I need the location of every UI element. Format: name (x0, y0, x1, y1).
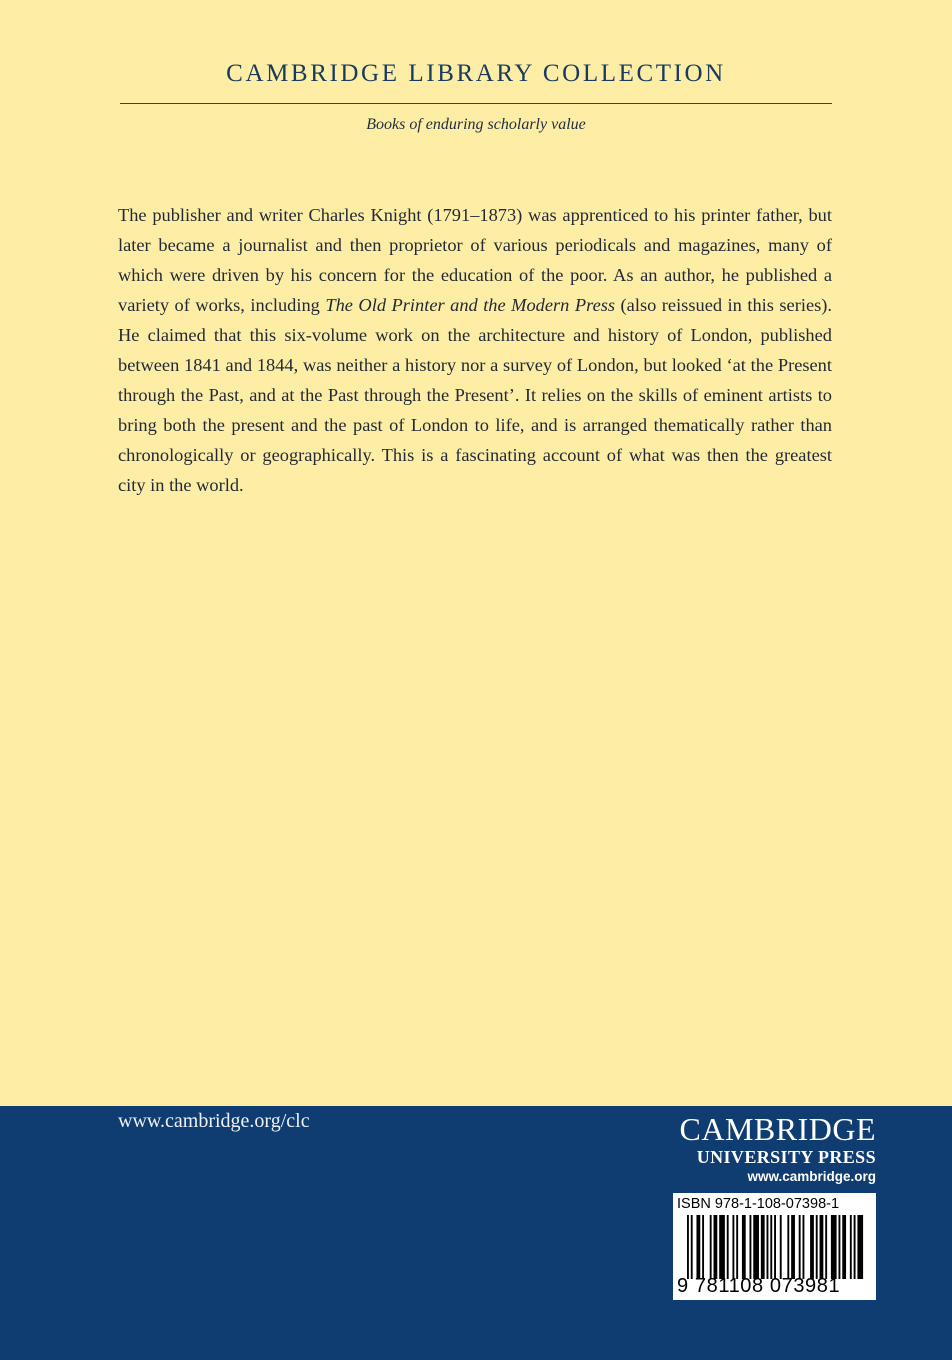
isbn-number: ISBN 978-1-108-07398-1 (677, 1196, 840, 1212)
barcode-digits: 9 781108 073981 (677, 1275, 841, 1297)
series-website-link[interactable]: www.cambridge.org/clc (118, 1110, 310, 1132)
description-text-part1: The publisher and writer Charles Knight (1791–1873) was apprenticed to his printer father, but later became a journalist and then proprietor of various periodicals and magazines, many of which were driven by his concern for the education of the poor. As an author, he published a variety of works, including (118, 205, 832, 315)
series-tagline: Books of enduring scholarly value (366, 116, 586, 133)
cited-book-title: The Old Printer and the Modern Press (325, 295, 616, 315)
publisher-logo (660, 1112, 876, 1186)
series-title: CAMBRIDGE LIBRARY COLLECTION (226, 60, 726, 87)
book-description (118, 200, 832, 500)
publisher-name: CAMBRIDGE (679, 1111, 876, 1147)
header-rule (120, 103, 832, 104)
isbn-barcode-box (673, 1193, 876, 1300)
description-text-part2: (also reissued in this series). He claimed that this six-volume work on the architecture and history of London, published between 1841 and 1844, was neither a history nor a survey of London, but looked ‘at the Present through the Past, and at the Past through the Present’. It relies on the skills of eminent artists to bring both the present and the past of London to life, and is arranged thematically rather than chronologically or geographically. This is a fascinating account of what was then the greatest city in the world. (118, 295, 832, 495)
barcode-icon (687, 1215, 865, 1279)
publisher-website: www.cambridge.org (747, 1169, 876, 1184)
publisher-subtitle: UNIVERSITY PRESS (696, 1147, 876, 1167)
